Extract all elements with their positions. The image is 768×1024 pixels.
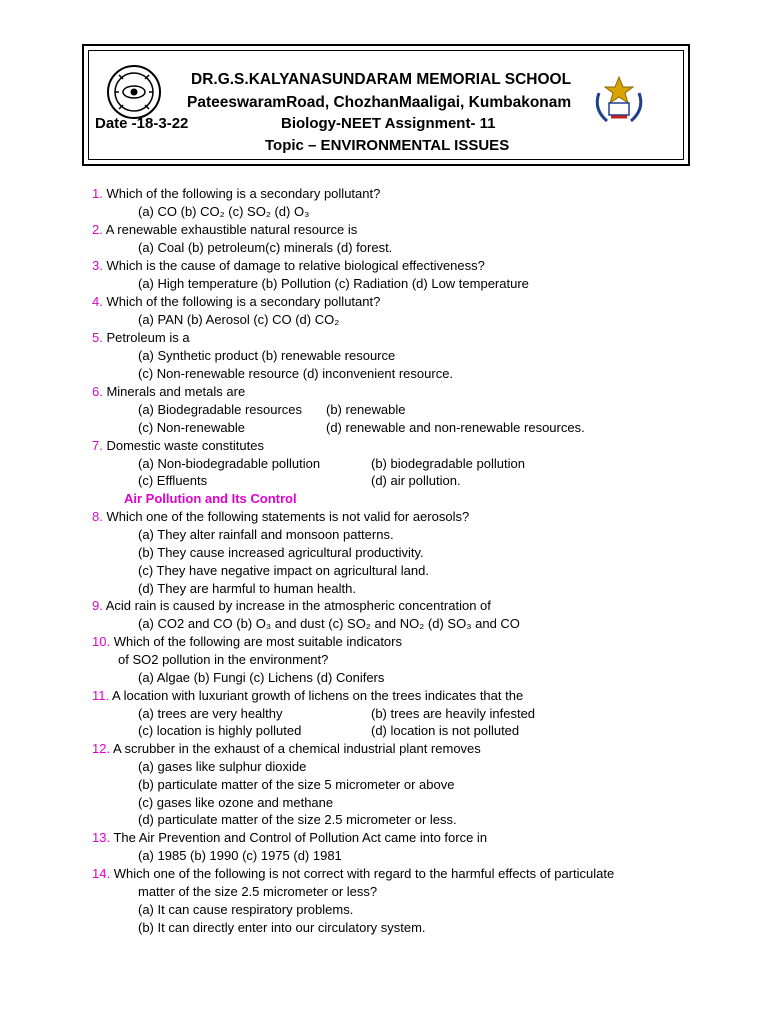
question-8-option-a: (a) They alter rainfall and monsoon patterns. xyxy=(138,527,394,542)
question-11-option-a: (a) trees are very healthy xyxy=(138,706,283,721)
question-5-option-ab: (a) Synthetic product (b) renewable resource xyxy=(138,348,396,363)
question-1-options: (a) CO (b) CO₂ (c) SO₂ (d) O₃ xyxy=(138,204,310,219)
question-4-options: (a) PAN (b) Aerosol (c) CO (d) CO₂ xyxy=(138,312,340,327)
school-name: DR.G.S.KALYANASUNDARAM MEMORIAL SCHOOL xyxy=(191,71,572,88)
question-1: 1. Which of the following is a secondary pollutant? xyxy=(92,186,381,201)
question-14-continued: matter of the size 2.5 micrometer or less? xyxy=(138,884,378,899)
question-14-option-a: (a) It can cause respiratory problems. xyxy=(138,902,354,917)
question-12-option-d: (d) particulate matter of the size 2.5 micrometer or less. xyxy=(138,812,457,827)
question-8: 8. Which one of the following statements is not valid for aerosols? xyxy=(92,509,470,524)
assignment-subject: Biology-NEET Assignment- 11 xyxy=(281,115,496,132)
question-7-option-c: (c) Effluents xyxy=(138,473,208,488)
question-3: 3. Which is the cause of damage to relative biological effectiveness? xyxy=(92,258,485,273)
question-9-options: (a) CO2 and CO (b) O₃ and dust (c) SO₂ and NO₂ (d) SO₃ and CO xyxy=(138,616,520,631)
question-9: 9. Acid rain is caused by increase in the atmospheric concentration of xyxy=(92,598,491,613)
question-14-option-b: (b) It can directly enter into our circulatory system. xyxy=(138,920,426,935)
question-11-option-b: (b) trees are heavily infested xyxy=(371,706,536,721)
question-6-option-b: (b) renewable xyxy=(326,402,406,417)
question-2-options: (a) Coal (b) petroleum(c) minerals (d) forest. xyxy=(138,240,393,255)
header-box xyxy=(82,44,690,166)
question-7-option-d: (d) air pollution. xyxy=(371,473,461,488)
question-10: 10. Which of the following are most suitable indicators xyxy=(92,634,402,649)
question-6: 6. Minerals and metals are xyxy=(92,384,246,399)
question-8-option-d: (d) They are harmful to human health. xyxy=(138,581,356,596)
question-12-option-a: (a) gases like sulphur dioxide xyxy=(138,759,307,774)
assignment-date: Date -18-3-22 xyxy=(95,115,189,132)
school-address: PateeswaramRoad, ChozhanMaaligai, Kumbakonam xyxy=(187,94,572,111)
question-14: 14. Which one of the following is not correct with regard to the harmful effects of particulate xyxy=(92,866,615,881)
school-crest-icon xyxy=(591,73,647,127)
question-8-option-c: (c) They have negative impact on agricultural land. xyxy=(138,563,429,578)
question-8-option-b: (b) They cause increased agricultural productivity. xyxy=(138,545,424,560)
header-inner-border xyxy=(88,50,684,160)
section-title: Air Pollution and Its Control xyxy=(124,491,297,506)
question-3-options: (a) High temperature (b) Pollution (c) Radiation (d) Low temperature xyxy=(138,276,529,291)
question-7: 7. Domestic waste constitutes xyxy=(92,438,264,453)
question-7-option-a: (a) Non-biodegradable pollution xyxy=(138,456,321,471)
assignment-topic: Topic – ENVIRONMENTAL ISSUES xyxy=(265,137,510,154)
school-emblem-icon xyxy=(105,63,163,121)
question-2: 2. A renewable exhaustible natural resource is xyxy=(92,222,358,237)
question-12-option-b: (b) particulate matter of the size 5 micrometer or above xyxy=(138,777,455,792)
question-4: 4. Which of the following is a secondary pollutant? xyxy=(92,294,381,309)
question-6-option-d: (d) renewable and non-renewable resources. xyxy=(326,420,585,435)
question-13: 13. The Air Prevention and Control of Pollution Act came into force in xyxy=(92,830,488,845)
question-13-options: (a) 1985 (b) 1990 (c) 1975 (d) 1981 xyxy=(138,848,342,863)
question-10-continued: of SO2 pollution in the environment? xyxy=(118,652,329,667)
question-6-option-c: (c) Non-renewable xyxy=(138,420,245,435)
question-5: 5. Petroleum is a xyxy=(92,330,190,345)
question-10-options: (a) Algae (b) Fungi (c) Lichens (d) Conifers xyxy=(138,670,385,685)
question-11-option-c: (c) location is highly polluted xyxy=(138,723,302,738)
question-7-option-b: (b) biodegradable pollution xyxy=(371,456,525,471)
question-12-option-c: (c) gases like ozone and methane xyxy=(138,795,334,810)
question-11: 11. A location with luxuriant growth of lichens on the trees indicates that the xyxy=(92,688,524,703)
question-6-option-a: (a) Biodegradable resources xyxy=(138,402,303,417)
question-5-option-cd: (c) Non-renewable resource (d) inconvenient resource. xyxy=(138,366,454,381)
question-12: 12. A scrubber in the exhaust of a chemical industrial plant removes xyxy=(92,741,481,756)
question-11-option-d: (d) location is not polluted xyxy=(371,723,520,738)
